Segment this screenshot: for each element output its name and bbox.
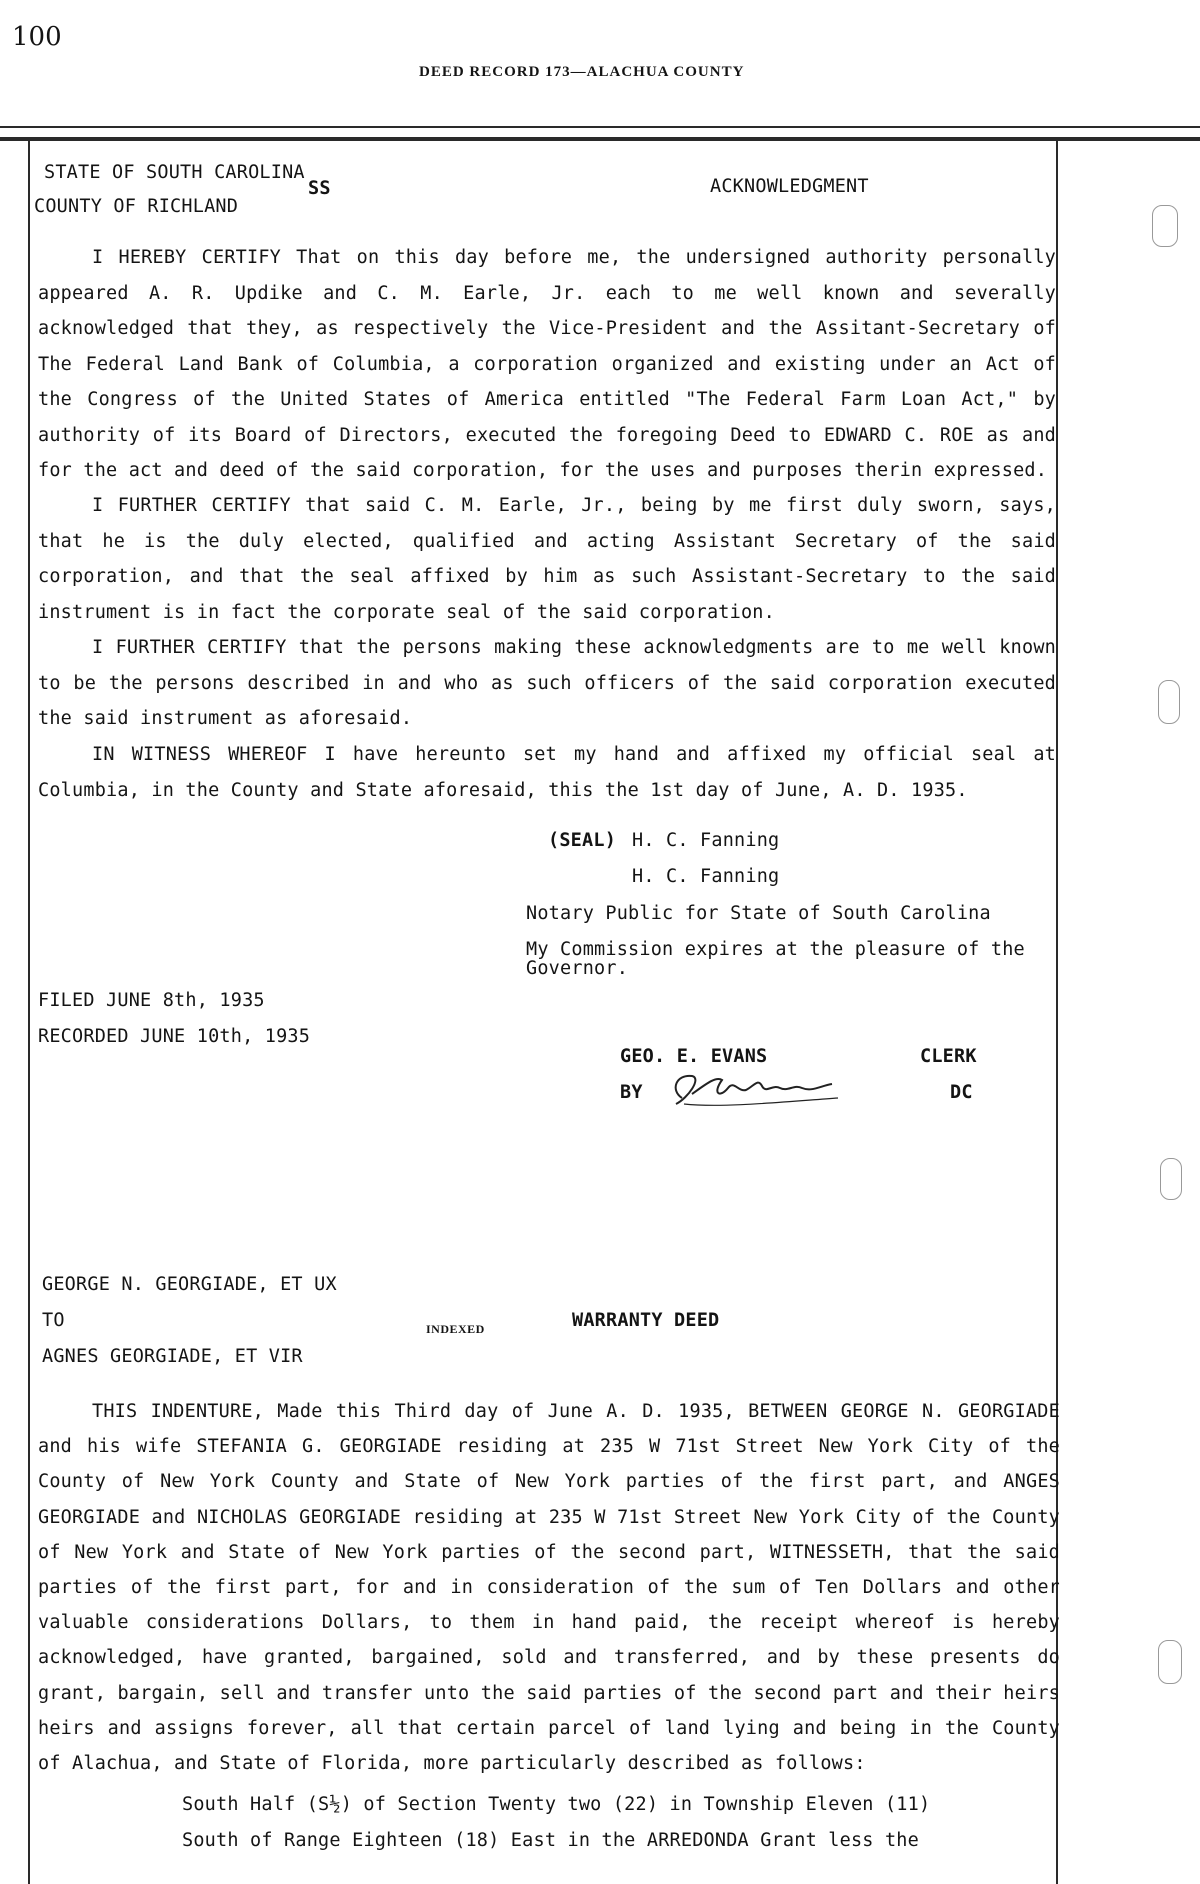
deed-title: WARRANTY DEED <box>572 1310 720 1331</box>
acknowledgment-paragraph-2: I FURTHER CERTIFY that said C. M. Earle, Jr., being by me first duly sworn, says, that he is the duly elected, qualified and acting Assistant Secretary of the said corporation, and that the seal affixed by him as such Assistant-Secretary to the said instrument is in fact the corporate seal of the said corporation. <box>38 495 1056 623</box>
filed-date: FILED JUNE 8th, 1935 <box>38 990 265 1011</box>
state-line: STATE OF SOUTH CAROLINA <box>44 162 305 183</box>
recorded-date: RECORDED JUNE 10th, 1935 <box>38 1026 311 1047</box>
to-label: TO <box>42 1310 65 1331</box>
binder-ring-mark <box>1152 205 1178 247</box>
acknowledgment-paragraph-1: I HEREBY CERTIFY That on this day before me, the undersigned authority personally appeared A. R. Updike and C. M. Earle, Jr. each to me well known and severally acknowledged that they, as respectively the Vice-President and the Assitant-Secretary of The Federal Land Bank of Columbia, a corporation organized and existing under an Act of the Congress of the United States of America entitled "The Federal Farm Loan Act," by authority of its Board of Directors, executed the foregoing Deed to EDWARD C. ROE as and for the act and deed of the said corporation, for the uses and purposes therin expressed. <box>38 247 1056 481</box>
notary-title: Notary Public for State of South Carolina <box>526 903 991 924</box>
legal-description-line-1: South Half (S½) of Section Twenty two (22) in Township Eleven (11) <box>182 1794 931 1815</box>
left-margin-rule <box>28 140 30 1884</box>
grantor: GEORGE N. GEORGIADE, ET UX <box>42 1274 337 1295</box>
deed-body: THIS INDENTURE, Made this Third day of June A. D. 1935, BETWEEN GEORGE N. GEORGIADE and his wife STEFANIA G. GEORGIADE residing at 235 W 71st Street New York City of the County of New York County and State of New York parties of the first part, and ANGES GEORGIADE and NICHOLAS GEORGIADE residing at 235 W 71st Street New York City of the County of New York and State of New York parties of the second part, WITNESSETH, that the said parties of the first part, for and in consideration of the sum of Ten Dollars and other valuable considerations Dollars, to them in hand paid, the receipt whereof is hereby acknowledged, have granted, bargained, sold and transferred, and by these presents do grant, bargain, sell and transfer unto the said parties of the second part and their heirs heirs and assigns forever, all that certain parcel of land lying and being in the County of Alachua, and State of Florida, more particularly described as follows: <box>38 1401 1060 1775</box>
ss-mark: SS <box>308 178 331 199</box>
binder-ring-mark <box>1158 1640 1182 1684</box>
deputy-clerk-title: DC <box>950 1082 973 1103</box>
acknowledgment-paragraph-4: IN WITNESS WHEREOF I have hereunto set my hand and affixed my official seal at Columbia, in the County and State aforesaid, this the 1st day of June, A. D. 1935. <box>38 744 1056 801</box>
clerk-name: GEO. E. EVANS <box>620 1046 768 1067</box>
seal-label: (SEAL) <box>548 830 617 851</box>
binder-ring-mark <box>1158 680 1180 724</box>
commission-line-2: Governor. <box>526 958 629 979</box>
grantee: AGNES GEORGIADE, ET VIR <box>42 1346 303 1367</box>
page-number: 100 <box>12 22 62 52</box>
record-book-title: DEED RECORD 173—ALACHUA COUNTY <box>419 64 745 80</box>
commission-line-1: My Commission expires at the pleasure of the <box>526 939 1025 960</box>
deputy-clerk-signature <box>662 1068 844 1110</box>
legal-description-line-2: South of Range Eighteen (18) East in the ARREDONDA Grant less the <box>182 1830 919 1851</box>
clerk-title: CLERK <box>920 1046 977 1067</box>
indexed-stamp: INDEXED <box>426 1322 485 1336</box>
notary-signature-name: H. C. Fanning <box>632 866 780 887</box>
header-rule-top <box>0 126 1200 128</box>
by-label: BY <box>620 1082 643 1103</box>
notary-name: H. C. Fanning <box>632 830 780 851</box>
county-line: COUNTY OF RICHLAND <box>34 196 239 217</box>
acknowledgment-title: ACKNOWLEDGMENT <box>710 176 869 197</box>
acknowledgment-paragraph-3: I FURTHER CERTIFY that the persons making these acknowledgments are to me well known to be the persons described in and who as such officers of the said corporation executed the said instrument as aforesaid. <box>38 637 1056 729</box>
binder-ring-mark <box>1160 1158 1182 1200</box>
header-rule-bottom <box>0 137 1200 141</box>
